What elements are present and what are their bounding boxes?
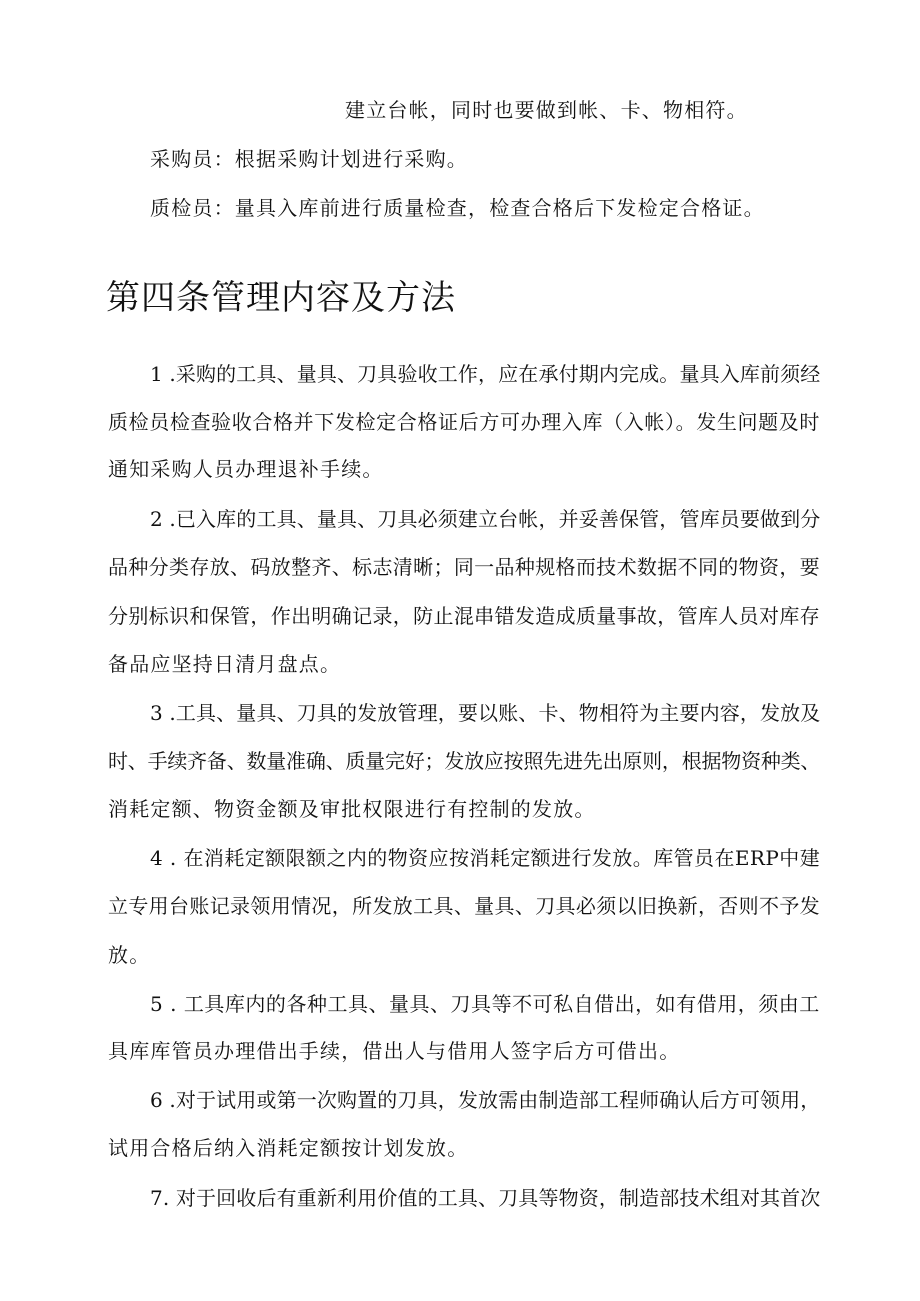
- paragraph-6-line-2: 试用合格后纳入消耗定额按计划发放。: [108, 1136, 469, 1160]
- intro-line-3: 质检员：量具入库前进行质量检查，检查合格后下发检定合格证。: [150, 196, 765, 220]
- paragraph-7-line-1: 7. 对于回收后有重新利用价值的工具、刀具等物资，制造部技术组对其首次: [150, 1186, 821, 1210]
- paragraph-4-line-3: 放。: [108, 943, 151, 967]
- intro-line-2: 采购员：根据采购计划进行采购。: [150, 147, 468, 171]
- paragraph-3-line-1: 3 .工具、量具、刀具的发放管理，要以账、卡、物相符为主要内容，发放及: [150, 701, 821, 725]
- paragraph-6-line-1: 6 .对于试用或第一次购置的刀具，发放需由制造部工程师确认后方可领用，: [150, 1088, 821, 1112]
- paragraph-1-line-2: 质检员检查验收合格并下发检定合格证后方可办理入库（入帐）。发生问题及时: [108, 410, 820, 434]
- paragraph-5-line-2: 具库库管员办理借出手续，借出人与借用人签字后方可借出。: [108, 1039, 681, 1063]
- paragraph-4-line-1: 4 . 在消耗定额限额之内的物资应按消耗定额进行发放。库管员在ERP中建: [150, 846, 821, 870]
- paragraph-2-line-4: 备品应坚持日清月盘点。: [108, 652, 342, 676]
- paragraph-2-line-1: 2 .已入库的工具、量具、刀具必须建立台帐，并妥善保管，管库员要做到分: [150, 507, 821, 531]
- paragraph-1-line-1: 1 .采购的工具、量具、刀具验收工作，应在承付期内完成。量具入库前须经: [150, 362, 821, 386]
- paragraph-5-line-1: 5 . 工具库内的各种工具、量具、刀具等不可私自借出，如有借用，须由工: [150, 992, 820, 1016]
- paragraph-3-line-2: 时、手续齐备、数量准确、质量完好；发放应按照先进先出原则，根据物资种类、: [108, 749, 821, 773]
- paragraph-4-line-2: 立专用台账记录领用情况，所发放工具、量具、刀具必须以旧换新，否则不予发: [108, 894, 820, 918]
- intro-line-1: 建立台帐，同时也要做到帐、卡、物相符。: [345, 98, 748, 122]
- section-title: 第四条管理内容及方法: [106, 278, 456, 318]
- paragraph-2-line-2: 品种分类存放、码放整齐、标志清晰；同一品种规格而技术数据不同的物资，要: [108, 555, 820, 579]
- paragraph-3-line-3: 消耗定额、物资金额及审批权限进行有控制的发放。: [108, 797, 596, 821]
- paragraph-1-line-3: 通知采购人员办理退补手续。: [108, 457, 384, 481]
- paragraph-2-line-3: 分别标识和保管，作出明确记录，防止混串错发造成质量事故，管库人员对库存: [108, 604, 820, 628]
